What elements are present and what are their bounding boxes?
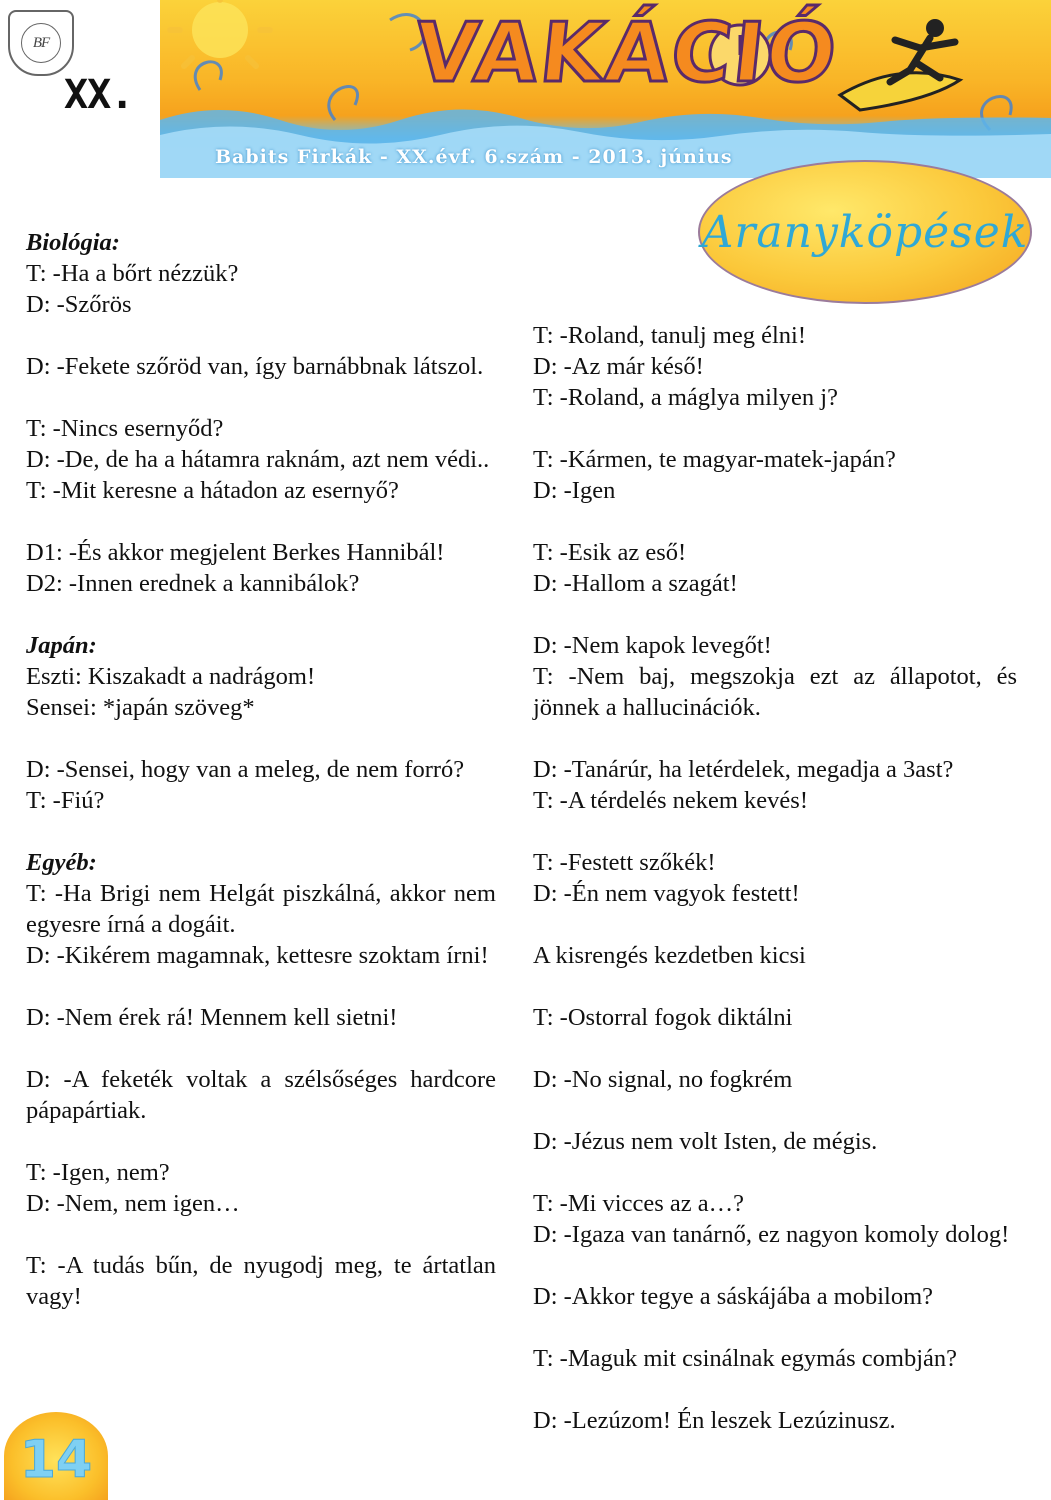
quote-line: T: -Mit keresne a hátadon az esernyő? [26, 477, 399, 504]
quote-line: D: -Sensei, hogy van a meleg, de nem forró? [26, 756, 465, 783]
quote-entry [26, 351, 496, 382]
quote-entry [533, 1405, 1017, 1436]
header-banner [160, 0, 1051, 178]
quote-line: D: -Az már késő! [533, 353, 704, 380]
quote-line: T: -Kármen, te magyar-matek-japán? [533, 446, 896, 473]
left-column [26, 227, 496, 1343]
quote-entry [533, 940, 1017, 971]
quote-line: D: -Nem kapok levegőt! [533, 632, 772, 659]
quote-line: D: -No signal, no fogkrém [533, 1066, 793, 1093]
quote-line: T: -Mi vicces az a…? [533, 1190, 745, 1217]
quote-line: D: -Fekete szőröd van, így barnábbnak látszol. [26, 353, 484, 380]
quote-line: T: -A tudás bűn, de nyugodj meg, te ártatlan vagy! [26, 1252, 496, 1310]
quote-entry [26, 754, 496, 816]
banner-subtitle: Babits Firkák - XX.évf. 6.szám - 2013. június [215, 146, 733, 168]
quote-entry [533, 320, 1017, 413]
quote-line: D: -Jézus nem volt Isten, de mégis. [533, 1128, 878, 1155]
volume-mark: XX. [64, 72, 134, 118]
quote-line: D: -Igen [533, 477, 616, 504]
quote-line: T: -Nincs esernyőd? [26, 415, 224, 442]
quote-line: D: -Kikérem magamnak, kettesre szoktam írni! [26, 942, 489, 969]
quote-line: T: -Maguk mit csinálnak egymás combján? [533, 1345, 958, 1372]
quote-line: T: -Ha a bőrt nézzük? [26, 260, 239, 287]
section-heading: Biológia: [26, 229, 120, 256]
quote-line: D: -Igaza van tanárnő, ez nagyon komoly dolog! [533, 1221, 1010, 1248]
quote-entry [533, 847, 1017, 909]
banner-title: VAKÁCIÓ [410, 6, 843, 101]
quote-entry [533, 537, 1017, 599]
quote-entry [26, 537, 496, 599]
quote-line: T: -A térdelés nekem kevés! [533, 787, 808, 814]
quote-line: D: -De, de ha a hátamra raknám, azt nem védi.. [26, 446, 490, 473]
section-badge [698, 160, 1032, 304]
quote-line: T: -Roland, a máglya milyen j? [533, 384, 838, 411]
quote-line: A kisrengés kezdetben kicsi [533, 942, 806, 969]
quote-line: D: -Nem érek rá! Mennem kell sietni! [26, 1004, 398, 1031]
quote-entry [533, 1064, 1017, 1095]
page-number-badge [4, 1412, 108, 1500]
quote-line: D: -Szőrös [26, 291, 132, 318]
quote-line: D: -Lezúzom! Én leszek Lezúzinusz. [533, 1407, 896, 1434]
quote-line: T: -Ostorral fogok diktálni [533, 1004, 793, 1031]
quote-line: D: -Akkor tegye a sáskájába a mobilom? [533, 1283, 934, 1310]
quote-entry [533, 1281, 1017, 1312]
quote-line: Eszti: Kiszakadt a nadrágom! [26, 663, 316, 690]
quote-line: T: -Esik az eső! [533, 539, 687, 566]
quote-line: T: -Fiú? [26, 787, 105, 814]
quote-entry [26, 413, 496, 506]
quote-entry [533, 630, 1017, 723]
page-number: 14 [19, 1430, 93, 1490]
quote-entry [533, 1343, 1017, 1374]
quote-line: D: -Én nem vagyok festett! [533, 880, 800, 907]
quote-line: T: -Ha Brigi nem Helgát piszkálná, akkor nem egyesre írná a dogáit. [26, 880, 496, 938]
quote-entry [26, 847, 496, 971]
quote-entry [26, 1002, 496, 1033]
quote-entry [26, 630, 496, 723]
quote-entry [26, 1250, 496, 1312]
logo-monogram: BF [21, 23, 61, 63]
quote-entry [26, 1064, 496, 1126]
quote-entry [533, 1002, 1017, 1033]
quote-line: D: -Tanárúr, ha letérdelek, megadja a 3ast? [533, 756, 954, 783]
quote-entry [26, 227, 496, 320]
section-title: Aranyköpések [701, 206, 1029, 258]
quote-entry [533, 754, 1017, 816]
section-heading: Egyéb: [26, 849, 97, 876]
quote-line: T: -Festett szőkék! [533, 849, 716, 876]
school-logo [8, 10, 74, 76]
quote-entry [533, 1188, 1017, 1250]
quote-entry [26, 1157, 496, 1219]
quote-line: D: -Nem, nem igen… [26, 1190, 240, 1217]
quote-line: D: -A feketék voltak a szélsőséges hardcore pápapártiak. [26, 1066, 496, 1124]
quote-line: D: -Hallom a szagát! [533, 570, 738, 597]
section-heading: Japán: [26, 632, 97, 659]
quote-line: Sensei: *japán szöveg* [26, 694, 255, 721]
surfer-icon [840, 19, 960, 110]
right-column [533, 320, 1017, 1467]
quote-line: D2: -Innen erednek a kannibálok? [26, 570, 360, 597]
quote-entry [533, 1126, 1017, 1157]
quote-entry [533, 444, 1017, 506]
quote-line: D1: -És akkor megjelent Berkes Hannibál! [26, 539, 445, 566]
quote-line: T: -Roland, tanulj meg élni! [533, 322, 806, 349]
quote-line: T: -Nem baj, megszokja ezt az állapotot, és jönnek a hallucinációk. [533, 663, 1017, 721]
quote-line: T: -Igen, nem? [26, 1159, 170, 1186]
